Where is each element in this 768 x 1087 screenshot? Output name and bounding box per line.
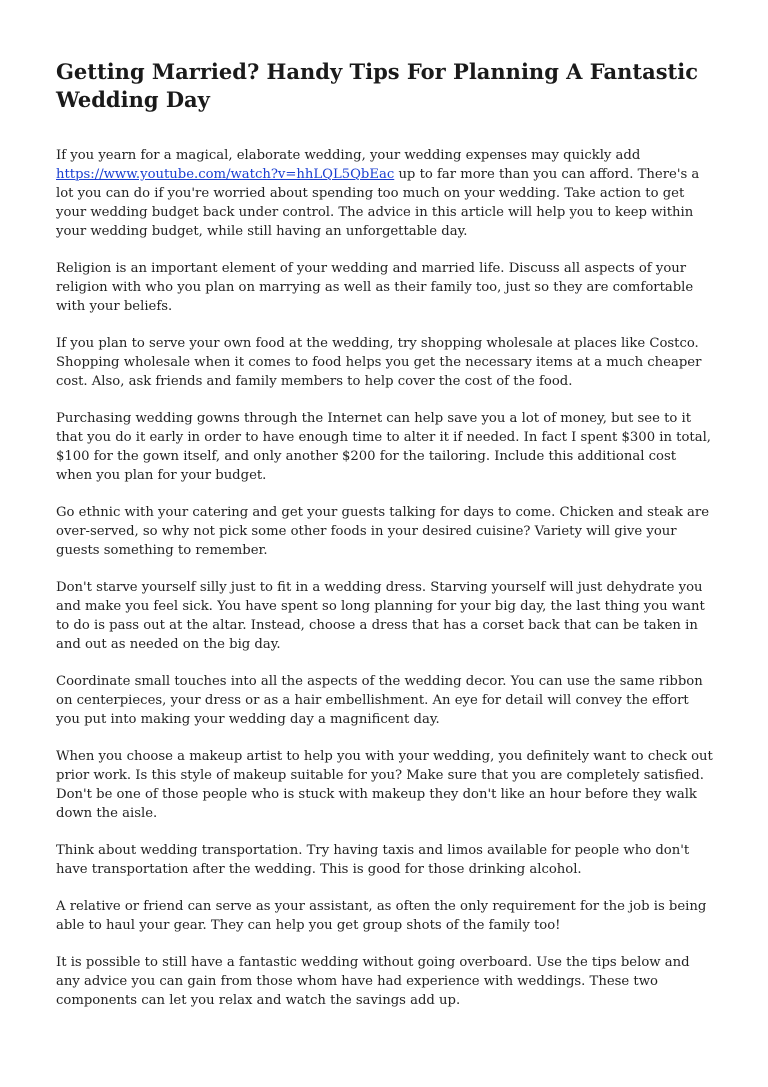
intro-text-after-link: up to far more than you can afford. There's a lot you can do if you're worried about spending too much on your wedding. Take action to get your wedding budget back under control. The advice in this article will help you to keep within your wedding budget, while still having an unforgettable day. [56, 167, 700, 239]
paragraph-wholesale-food: If you plan to serve your own food at the wedding, try shopping wholesale at places like Costco. Shopping wholesale when it comes to food helps you get the necessary items at a much cheaper cost. Also, ask friends and family members to help cover the cost of the food. [56, 336, 702, 389]
document-title: Getting Married? Handy Tips For Planning A Fantastic Wedding Day [56, 59, 699, 112]
intro-paragraph [56, 146, 716, 241]
paragraph-assistant: A relative or friend can serve as your assistant, as often the only requirement for the job is being able to haul your gear. They can help you get group shots of the family too! [56, 899, 707, 933]
paragraph-wedding-dress: Don't starve yourself silly just to fit in a wedding dress. Starving yourself will just dehydrate you and make you feel sick. You have spent so long planning for your big day, the last thing you want to do is pass out at the altar. Instead, choose a dress that has a corset back that can be taken in and out as needed on the big day. [56, 580, 705, 652]
paragraph-decor: Coordinate small touches into all the aspects of the wedding decor. You can use the same ribbon on centerpieces, your dress or as a hair embellishment. An eye for detail will convey the effort you put into making your wedding day a magnificent day. [56, 674, 703, 727]
paragraph-ethnic-catering: Go ethnic with your catering and get your guests talking for days to come. Chicken and steak are over-served, so why not pick some other foods in your desired cuisine? Variety will give your guests something to remember. [56, 505, 710, 558]
paragraph-conclusion: It is possible to still have a fantastic wedding without going overboard. Use the tips below and any advice you can gain from those whom have had experience with weddings. These two components can let you relax and watch the savings add up. [56, 955, 690, 1008]
paragraph-makeup-artist: When you choose a makeup artist to help you with your wedding, you definitely want to check out prior work. Is this style of makeup suitable for you? Make sure that you are completely satisfied. Don't be one of those people who is stuck with makeup they don't like an hour before they walk down the aisle. [56, 749, 713, 821]
youtube-link[interactable]: https://www.youtube.com/watch?v=hhLQL5QbEac [56, 167, 395, 182]
paragraph-religion: Religion is an important element of your wedding and married life. Discuss all aspects of your religion with who you plan on marrying as well as their family too, just so they are comfortable with your beliefs. [56, 261, 694, 314]
intro-text-before-link: If you yearn for a magical, elaborate wedding, your wedding expenses may quickly add [56, 148, 641, 163]
document-page [56, 58, 716, 1028]
paragraph-wedding-gowns: Purchasing wedding gowns through the Internet can help save you a lot of money, but see to it that you do it early in order to have enough time to alter it if needed. In fact I spent $300 in total, $100 for the gown itself, and only another $200 for the tailoring. Include this additional cost when you plan for your budget. [56, 411, 711, 483]
paragraph-transportation: Think about wedding transportation. Try having taxis and limos available for people who don't have transportation after the wedding. This is good for those drinking alcohol. [56, 843, 690, 877]
